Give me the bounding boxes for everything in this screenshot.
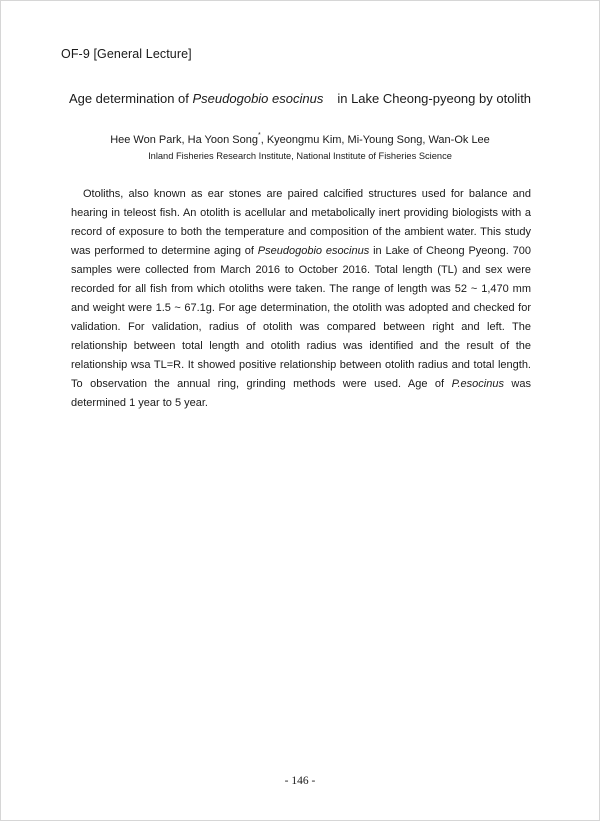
title-suffix: in Lake Cheong-pyeong by otolith xyxy=(337,91,532,106)
paper-title xyxy=(0,91,600,106)
corresponding-author-mark: * xyxy=(257,132,261,139)
abstract-body xyxy=(71,185,531,413)
abstract-segment-1: Otoliths, also known as ear stones are paired calcified structures used for balance and hearing in teleost fish. An otolith is acellular and metabolically inert providing biologists with a record of exposure to both the temperature and composition of the ambient water. This study was performed to determine aging of xyxy=(71,188,531,257)
abstract-segment-3: was determined 1 year to 5 year. xyxy=(71,378,531,409)
abstract-species-2: P.esocinus xyxy=(451,378,504,390)
affiliation: Inland Fisheries Research Institute, National Institute of Fisheries Science xyxy=(148,151,452,161)
abstract-species-1: Pseudogobio esocinus xyxy=(257,245,370,257)
page-number: - 146 - xyxy=(284,775,316,787)
title-species: Pseudogobio esocinus xyxy=(192,91,324,106)
authors-part-2: , Kyeongmu Kim, Mi-Young Song, Wan-Ok Lee xyxy=(260,134,490,146)
session-label: OF-9 [General Lecture] xyxy=(61,47,192,61)
author-list xyxy=(0,132,600,146)
abstract-segment-2: in Lake of Cheong Pyeong. 700 samples were collected from March 2016 to October 2016. Total length (TL) and sex were recorded for all fish from which otoliths were taken. The range of length was 52 ~ 1,470 mm and weight were 1.5 ~ 67.1g. For age determination, the otolith was adopted and checked for validation. For validation, radius of otolith was compared between right and left. The relationship between total length and otolith radius was identified and the result of the relationship wsa TL=R. It showed positive relationship between otolith radius and total length. To observation the annual ring, grinding methods were used. Age of xyxy=(71,245,531,390)
authors-part-1: Hee Won Park, Ha Yoon Song xyxy=(110,134,258,146)
title-prefix: Age determination of xyxy=(68,91,193,106)
